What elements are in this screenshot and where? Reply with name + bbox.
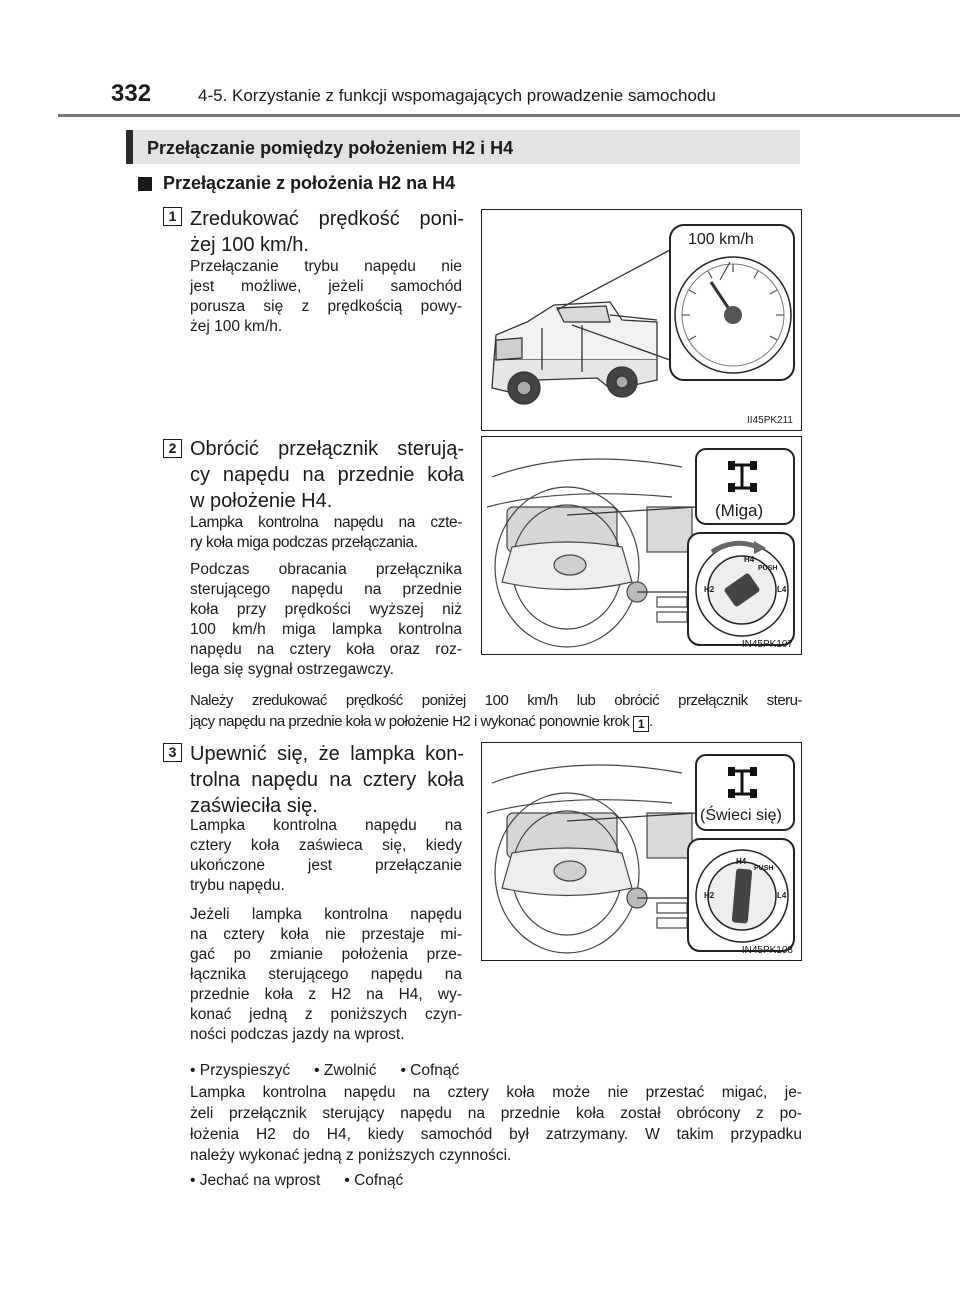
- text-line: żeli przełącznik sterujący napędu na przednie koła został obrócony z po-: [190, 1105, 802, 1122]
- text-line: trybu napędu.: [190, 877, 285, 894]
- step-number-2: 2: [163, 439, 182, 458]
- text-line: cztery koła zaświeca się, kiedy: [190, 837, 462, 854]
- text-line: 100 km/h miga lampka kontrolna: [190, 621, 462, 638]
- action-item: • Cofnąć: [400, 1062, 460, 1079]
- text-line: porusza się z prędkością powy-: [190, 298, 462, 315]
- text-line: łącznika sterującego napędu na: [190, 966, 462, 983]
- text-line: Zredukować prędkość poni-: [190, 208, 464, 230]
- text-line: należy wykonać jedną z poniższych czynności.: [190, 1147, 512, 1164]
- text-line: gać po zmianie położenia prze-: [190, 946, 462, 963]
- action-item: • Jechać na wprost: [190, 1172, 321, 1189]
- action-item: • Cofnąć: [344, 1172, 404, 1189]
- knob-label-h2: H2: [704, 891, 715, 900]
- truck-speedometer-illustration: [482, 210, 802, 431]
- subsection-title: Przełączanie z położenia H2 na H4: [163, 173, 456, 193]
- step-2-note-1: [190, 513, 462, 553]
- speed-label: 100 km/h: [688, 231, 754, 248]
- text-line: ry koła miga podczas przełączania.: [190, 534, 418, 551]
- section-heading-edge: [126, 130, 133, 164]
- header-divider: [58, 114, 960, 117]
- figure-speedometer: [481, 209, 802, 431]
- text-line: konać jedną z poniższych czyn-: [190, 1006, 462, 1023]
- text-line: zaświeciła się.: [190, 795, 318, 817]
- text-line: Przełączanie trybu napędu nie: [190, 258, 462, 275]
- text-line: koła przy prędkości wyższej niż: [190, 601, 462, 618]
- text-line: trolna napędu na cztery koła: [190, 769, 464, 791]
- text-span: jący napędu na przednie koła w położenie H2 i wykonać ponownie krok: [190, 713, 630, 730]
- knob-label-push: PUSH: [754, 865, 774, 872]
- text-line: Obrócić przełącznik sterują-: [190, 438, 464, 460]
- text-line: cy napędu na przednie koła: [190, 464, 464, 486]
- text-line: w położenie H4.: [190, 490, 333, 512]
- text-span: .: [648, 713, 653, 730]
- figure-dashboard-lit: [481, 742, 802, 961]
- knob-label-l4: L4: [777, 891, 787, 900]
- text-line: ności podczas jazdy na wprost.: [190, 1026, 405, 1043]
- action-item: • Zwolnić: [314, 1062, 377, 1079]
- info-paragraph: [190, 1082, 802, 1166]
- text-line: napędu na cztery koła oraz roz-: [190, 641, 462, 658]
- step-2-instruction: [190, 436, 464, 514]
- knob-label-l4: L4: [777, 585, 787, 594]
- text-line: na cztery koła nie przestaje mi-: [190, 926, 462, 943]
- lit-label: (Świeci się): [700, 807, 782, 824]
- text-line: jest możliwe, jeżeli samochód: [190, 278, 462, 295]
- text-line: przednie koła z H2 na H4, wy-: [190, 986, 462, 1003]
- text-line: żej 100 km/h.: [190, 318, 283, 335]
- step-1-note: [190, 257, 462, 337]
- step-1-instruction: [190, 206, 464, 258]
- text-line: Należy zredukować prędkość poniżej 100 km/h lub obrócić przełącznik steru-: [190, 692, 802, 709]
- figure-code: II45PK211: [747, 415, 793, 426]
- text-line: Lampka kontrolna napędu na: [190, 817, 462, 834]
- dashboard-switch-illustration: [482, 437, 802, 655]
- text-line: sterującego napędu na przednie: [190, 581, 462, 598]
- blink-label: (Miga): [715, 501, 764, 520]
- text-line: Lampka kontrolna napędu na czte-: [190, 514, 462, 531]
- figure-code: IN45PK108: [741, 945, 793, 956]
- dashboard-switch-illustration: [482, 743, 802, 961]
- knob-label-push: PUSH: [758, 565, 778, 572]
- text-line: Lampka kontrolna napędu na cztery koła może nie przestać migać, je-: [190, 1084, 802, 1101]
- figure-code: IN45PK107: [741, 639, 793, 650]
- step-number-1: 1: [163, 207, 182, 226]
- page-number: 332: [111, 80, 152, 107]
- text-line: łożenia H2 do H4, kiedy samochód był zatrzymany. W takim przypadku: [190, 1126, 802, 1143]
- step-2-note-2: [190, 560, 462, 680]
- section-title: Przełączanie pomiędzy położeniem H2 i H4: [147, 138, 514, 158]
- figure-dashboard-blinking: [481, 436, 802, 655]
- text-line: lega się sygnał ostrzegawczy.: [190, 661, 394, 678]
- action-list-2: [190, 1172, 403, 1190]
- text-line: Upewnić się, że lampka kon-: [190, 743, 464, 765]
- text-line: Jeżeli lampka kontrolna napędu: [190, 906, 462, 923]
- knob-label-h4: H4: [736, 857, 747, 866]
- step-3-instruction: [190, 741, 464, 819]
- knob-label-h4: H4: [744, 555, 755, 564]
- action-item: • Przyspieszyć: [190, 1062, 291, 1079]
- step-ref-box: 1: [633, 716, 649, 732]
- text-line: Podczas obracania przełącznika: [190, 561, 462, 578]
- text-line: żej 100 km/h.: [190, 234, 309, 256]
- step-2-after-note: [190, 690, 802, 732]
- step-3-note-1: [190, 816, 462, 896]
- chapter-title: 4-5. Korzystanie z funkcji wspomagających prowadzenie samochodu: [198, 86, 716, 105]
- text-line: [190, 711, 802, 732]
- square-bullet-icon: [138, 177, 152, 191]
- text-line: ukończone jest przełączanie: [190, 857, 462, 874]
- step-3-note-2: [190, 905, 462, 1045]
- action-list-1: [190, 1062, 459, 1080]
- step-number-3: 3: [163, 743, 182, 762]
- knob-label-h2: H2: [704, 585, 715, 594]
